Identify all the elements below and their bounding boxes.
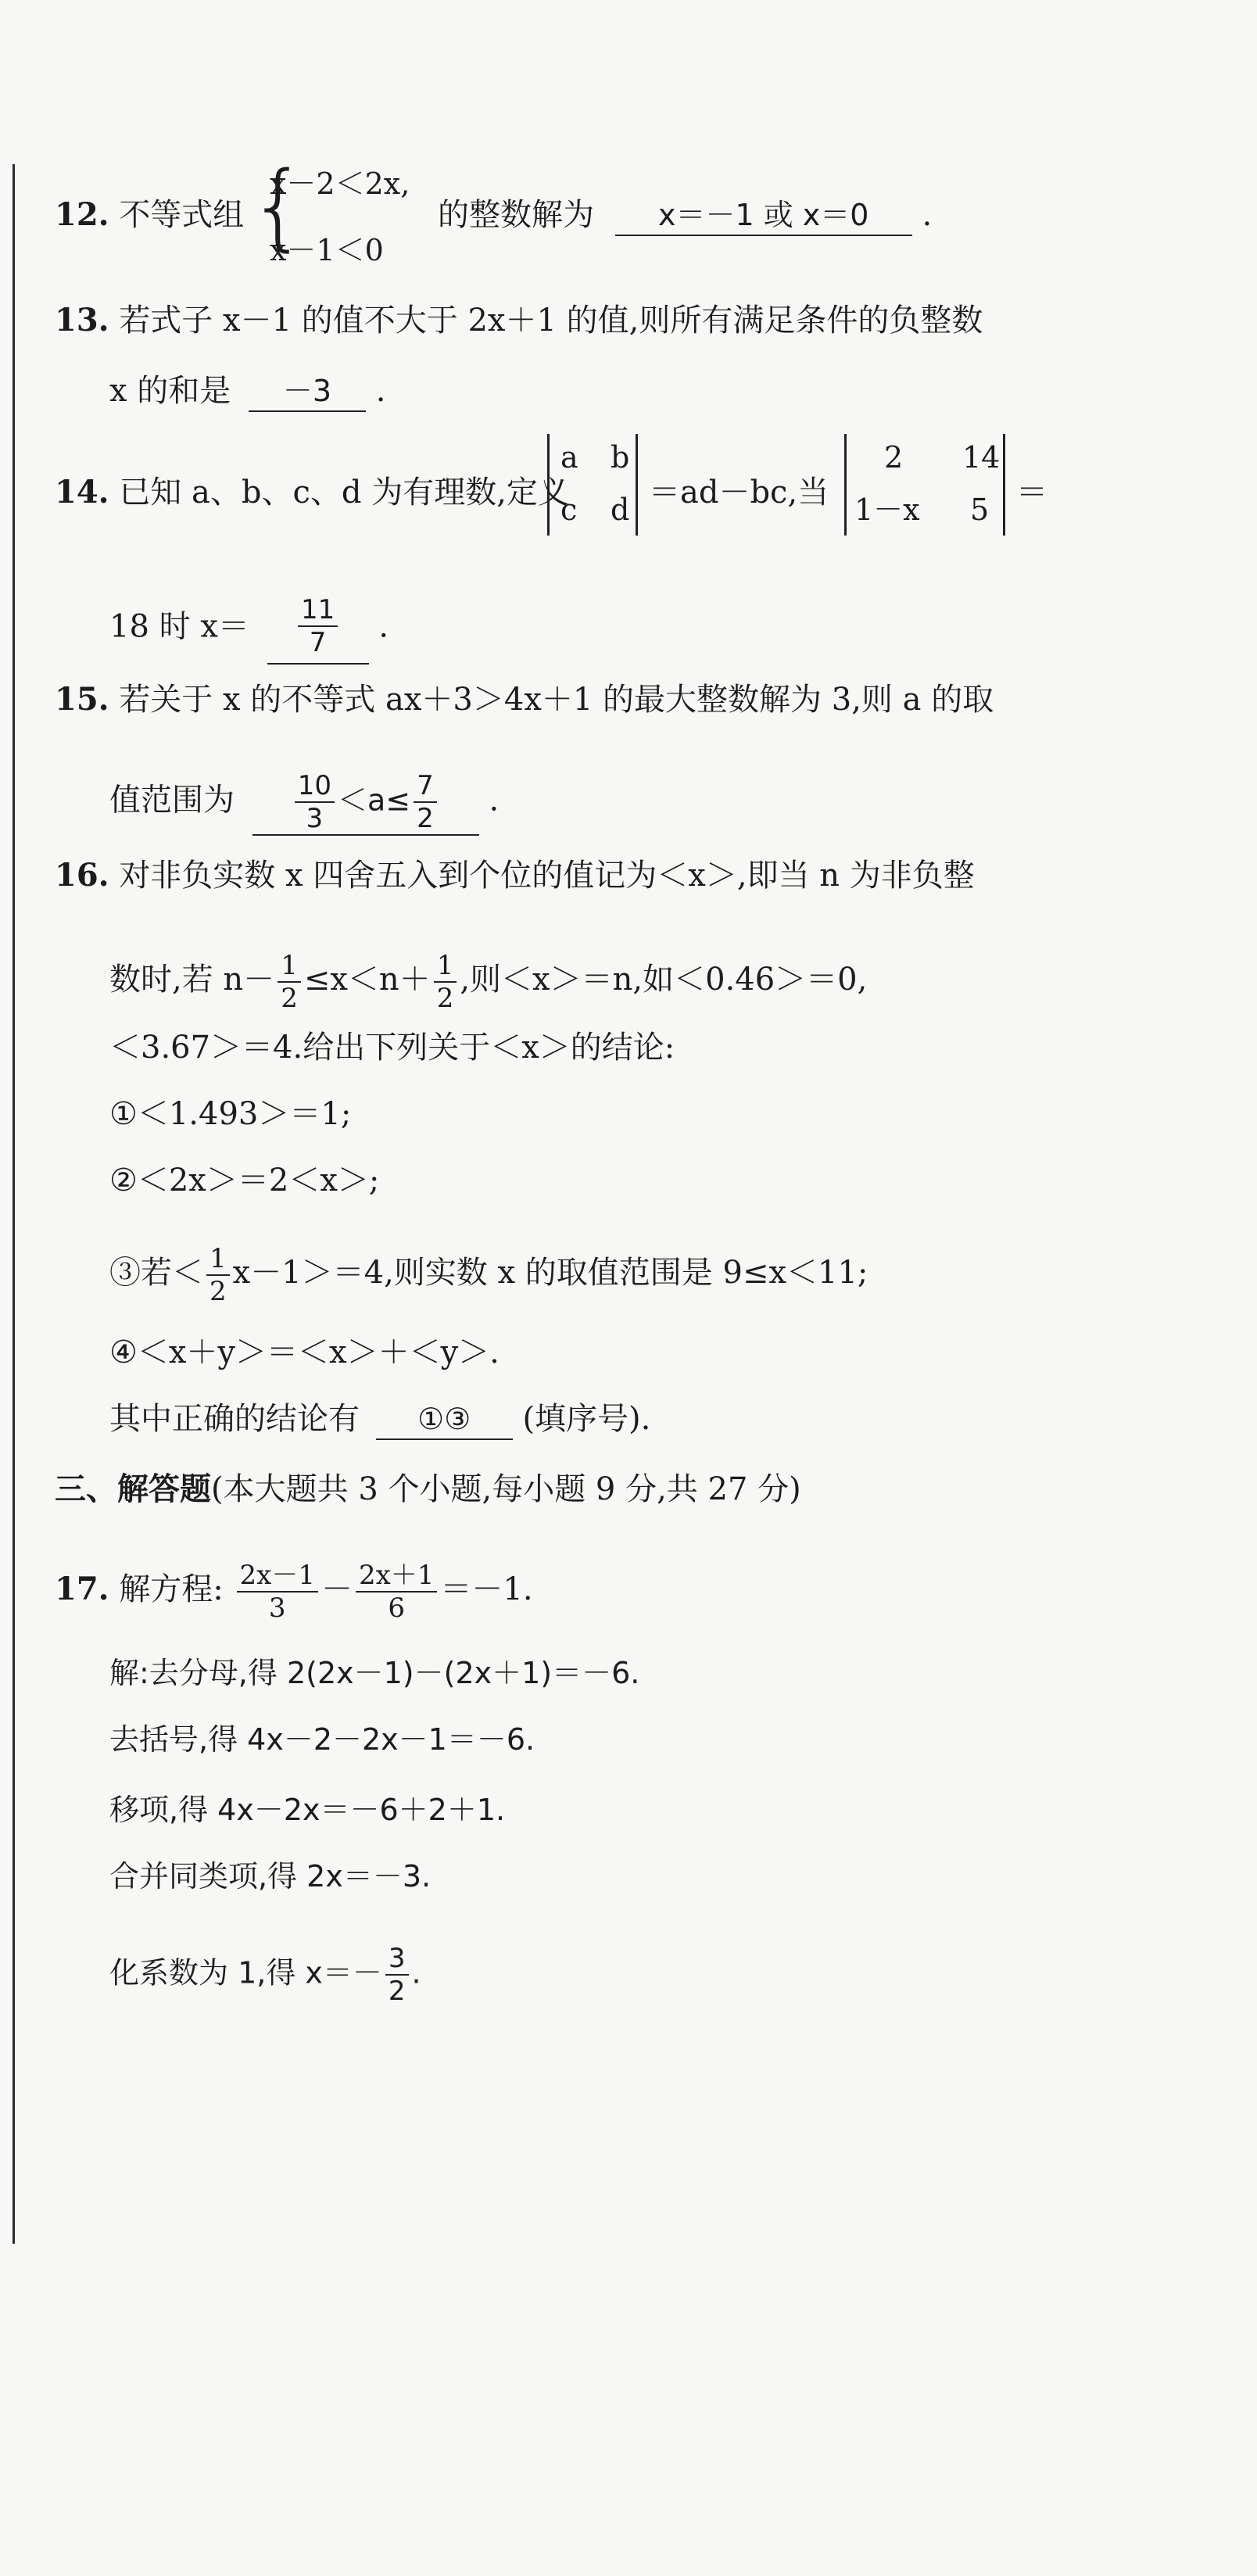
inequality-2: x－1＜0	[270, 233, 384, 267]
worksheet-page: 12. 不等式组 { x－2＜2x, x－1＜0 的整数解为 x＝－1 或 x＝0 . 13. 若式子 x－1 的值不大于 2x＋1 的值,则所有满足条件的负整数 x 的和是 －3 . 14. 已知 a、b、c、d 为有理数,定义 a b c d ＝ad－bc,当 2 14 1－x 5 ＝ 18 时 x＝ $\frac{11}{7}$ . 15. 若关于 x 的不等式 ax＋3＞4x＋1 的最大整数解为 3,则 a 的取 值范围为 $\frac{10}{3}$ ＜a≤ $\frac{7}{2}$ . 16. 对非负实数 x 四舍五入到个位的值记为＜x＞,即当 n 为非负整 数时,若 n－ $\frac{1}{2}$ ≤x＜n＋ $\frac{1}{2}$ ,则＜x＞＝n,如＜0.46＞＝0, ＜3.67＞＝4.给出下列关于＜x＞的结论: ①＜1.493＞＝1; ②＜2x＞＝2＜x＞; ③若＜ $\frac{1}{2}$ x－1＞＝4,则实数 x 的取值范围是 9≤x＜11; ④＜x＋y＞＝＜x＞＋＜y＞. 其中正确的结论有 ①③ (填序号). 三、解答题(本大题共 3 个小题,每小题 9 分,共 27 分) 17. 解方程: $\frac{2x-1}{3}$ － $\frac{2x+1}{6}$ ＝－1. 解:去分母,得 2(2x－1)－(2x＋1)＝－6. 去括号,得 4x－2－2x－1＝－6. 移项,得 4x－2x＝－6＋2＋1. 合并同类项,得 2x＝－3. 化系数为 1,得 x＝－ $\frac{3}{2}$ .	[0, 0, 1257, 2576]
determinant-formula: ＝ad－bc,当	[649, 475, 829, 511]
conclusion-2: ②＜2x＞＝2＜x＞;	[109, 1163, 380, 1198]
question-12-answer-line: 的整数解为 x＝－1 或 x＝0 .	[438, 195, 932, 236]
question-13-line2: x 的和是 －3 .	[109, 371, 385, 412]
solution-step-2: 去括号,得 4x－2－2x－1＝－6.	[109, 1722, 535, 1757]
solution-step-3: 移项,得 4x－2x＝－6＋2＋1.	[109, 1793, 506, 1827]
solution-step-5: 化系数为 1,得 x＝－ $\frac{3}{2}$ .	[109, 1943, 421, 2007]
question-16-line3: ＜3.67＞＝4.给出下列关于＜x＞的结论:	[109, 1030, 675, 1066]
solution-step-1: 解:去分母,得 2(2x－1)－(2x＋1)＝－6.	[109, 1656, 640, 1690]
answer-14: $\frac{11}{7}$	[267, 594, 369, 665]
inequality-1: x－2＜2x,	[270, 167, 410, 201]
solution-step-4: 合并同类项,得 2x＝－3.	[109, 1859, 432, 1893]
question-16-line2: 数时,若 n－ $\frac{1}{2}$ ≤x＜n＋ $\frac{1}{2}$ ,则＜x＞＝n,如＜0.46＞＝0,	[109, 950, 868, 1014]
question-15: 15. 若关于 x 的不等式 ax＋3＞4x＋1 的最大整数解为 3,则 a 的取	[55, 681, 994, 718]
margin-line	[13, 164, 15, 2244]
determinant-given: 2 14 1－x 5	[844, 434, 1005, 536]
question-12: 12. 不等式组	[55, 196, 245, 233]
question-12-text: 不等式组	[119, 197, 245, 233]
answer-15: $\frac{10}{3}$ ＜a≤ $\frac{7}{2}$	[252, 770, 479, 836]
question-16: 16. 对非负实数 x 四舍五入到个位的值记为＜x＞,即当 n 为非负整	[55, 857, 975, 894]
question-16-answer-line: 其中正确的结论有 ①③ (填序号).	[109, 1399, 650, 1440]
question-17: 17. 解方程: $\frac{2x-1}{3}$ － $\frac{2x+1}{6}$ ＝－1.	[55, 1560, 533, 1624]
answer-13: －3	[249, 371, 366, 412]
question-14-line2: 18 时 x＝ $\frac{11}{7}$ .	[109, 594, 389, 665]
conclusion-4: ④＜x＋y＞＝＜x＞＋＜y＞.	[109, 1335, 500, 1370]
section-3-header: 三、解答题(本大题共 3 个小题,每小题 9 分,共 27 分)	[55, 1471, 801, 1507]
determinant-definition: a b c d	[547, 434, 638, 536]
answer-16: ①③	[376, 1399, 513, 1440]
conclusion-1: ①＜1.493＞＝1;	[109, 1096, 352, 1132]
question-15-line2: 值范围为 $\frac{10}{3}$ ＜a≤ $\frac{7}{2}$ .	[109, 770, 500, 834]
system-brace: {	[249, 152, 309, 261]
question-14: 14. 已知 a、b、c、d 为有理数,定义	[55, 474, 569, 511]
answer-12: x＝－1 或 x＝0	[615, 195, 912, 236]
conclusion-3: ③若＜ $\frac{1}{2}$ x－1＞＝4,则实数 x 的取值范围是 9≤x＜11;	[109, 1243, 868, 1307]
question-13: 13. 若式子 x－1 的值不大于 2x＋1 的值,则所有满足条件的负整数	[55, 302, 983, 339]
